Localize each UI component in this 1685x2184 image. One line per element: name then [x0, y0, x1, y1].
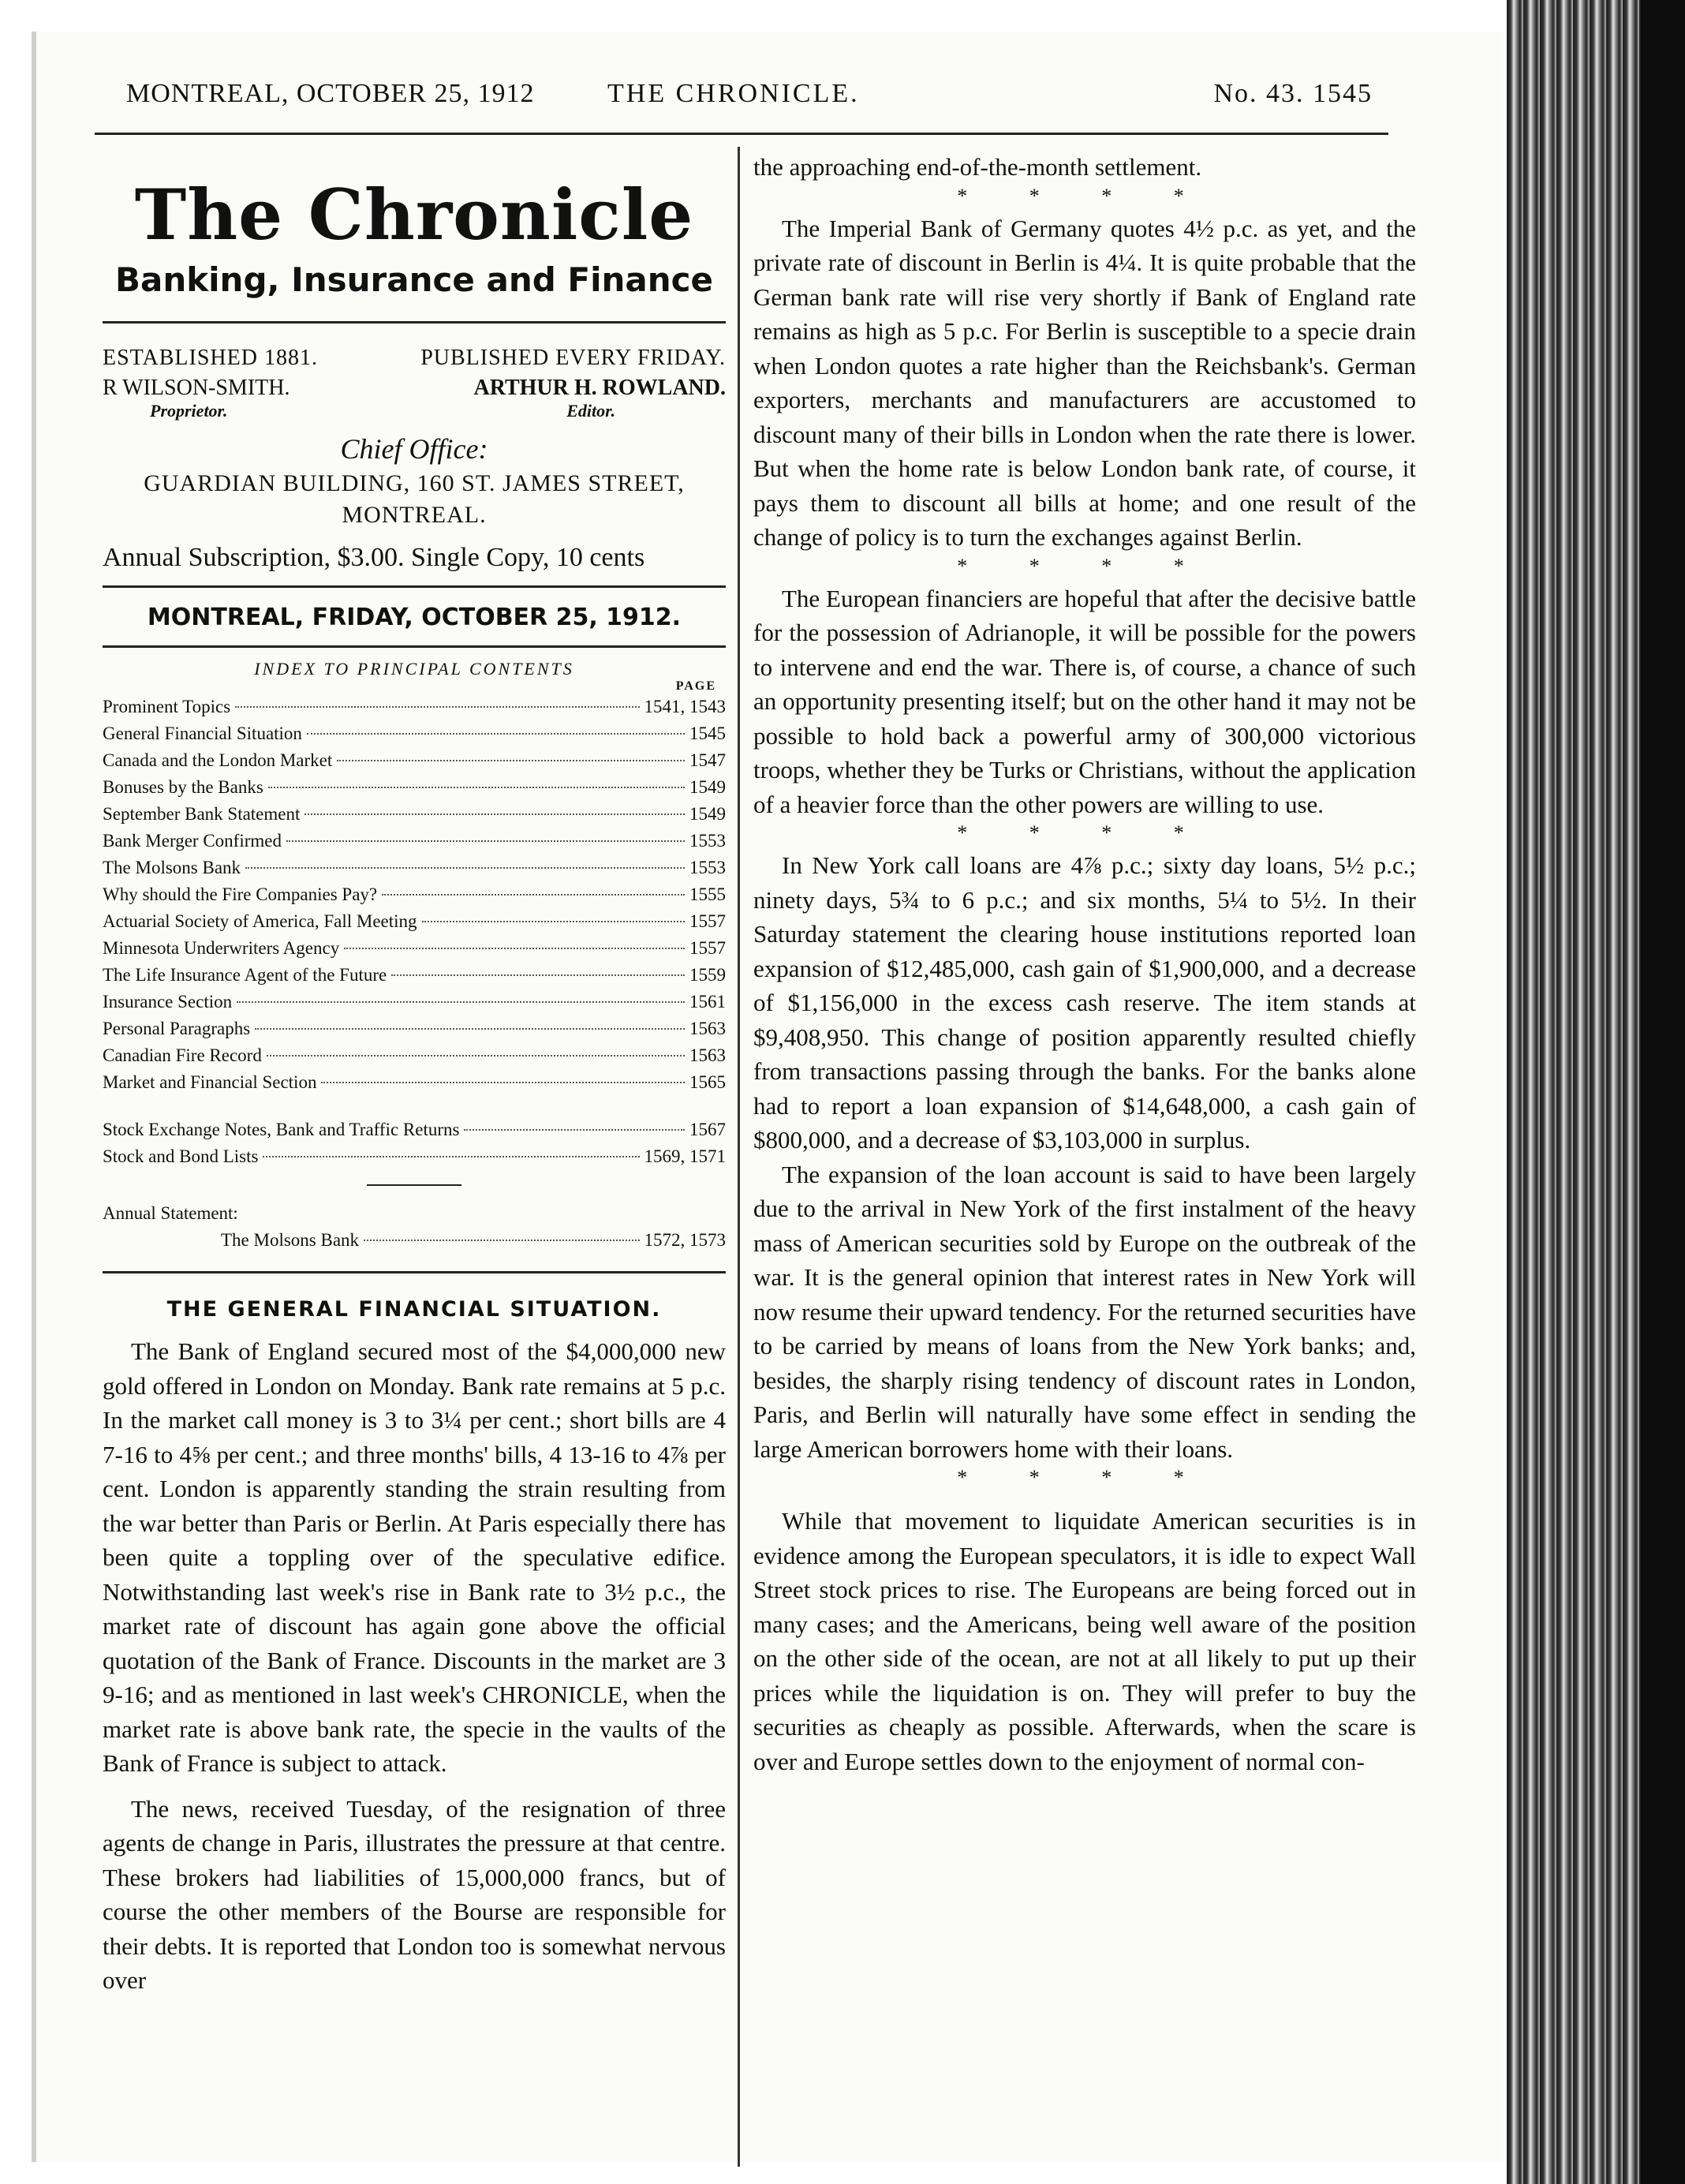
published-label: PUBLISHED EVERY FRIDAY. — [420, 346, 726, 370]
index-entry — [103, 801, 726, 828]
annual-statement-label: Annual Statement: — [103, 1203, 238, 1223]
running-head-page-number: No. 43. 1545 — [1213, 79, 1373, 108]
article-paragraph: The expansion of the loan account is said to have been largely due to the arrival in New York of the first instalment of the heavy mass of American securities sold by Europe on the outbreak of the war. It is the general opinion that interest rates in New York will now resume their upward tendency. For the returned securities have to be carried by means of loans from the New York banks; and, besides, the sharply rising tendency of discount rates in London, Paris, and Berlin will naturally have some effect in sending the large American borrowers home with their loans. — [753, 1160, 1416, 1463]
office-address-line2: MONTREAL. — [342, 502, 487, 528]
index-entry-label: Stock and Bond Lists — [103, 1146, 259, 1166]
article-paragraph: The news, received Tuesday, of the resignation of three agents de change in Paris, illustrates the pressure at that centre. These brokers had liabilities of 15,000,000 francs, but of course the other members of the Bourse are responsible for their debts. It is reported that London too is somewhat nervous over — [103, 1794, 726, 1994]
index-entry-page: 1559 — [689, 965, 726, 985]
index-entry-label: Bonuses by the Banks — [103, 777, 263, 797]
annual-statement-entry — [103, 1227, 726, 1254]
office-label: Chief Office: — [340, 433, 488, 465]
right-column — [753, 150, 1416, 1778]
article-paragraph: While that movement to liquidate American securities is in evidence among the European speculators, it is idle to expect Wall Street stock prices to rise. The Europeans are being forced out in many cases; and the Americans, being well aware of the position on the other side of the ocean, are not at all likely to put up their prices while the liquidation is on. They will prefer to buy the securities as cheaply as possible. Afterwards, when the scare is over and Europe settles down to the enjoyment of normal con- — [753, 1507, 1416, 1775]
index-entry-page: 1549 — [689, 804, 726, 824]
editor-role: Editor. — [566, 401, 615, 421]
index-entry — [103, 747, 726, 774]
masthead-subtitle: Banking, Insurance and Finance — [114, 260, 714, 299]
index-entry-page: 1567 — [689, 1120, 726, 1139]
section-separator-stars: * * * * — [957, 821, 1212, 844]
index-entry-label: Bank Merger Confirmed — [103, 831, 282, 851]
index-entry — [103, 1042, 726, 1069]
index-entry — [103, 962, 726, 989]
index-leader-dots — [263, 1156, 639, 1157]
subscription-rule — [103, 585, 726, 588]
index-entry-label: General Financial Situation — [103, 724, 302, 743]
index-entry-page: 1572, 1573 — [644, 1230, 726, 1250]
index-leader-dots — [344, 948, 685, 949]
index-entry — [103, 989, 726, 1015]
running-head — [95, 79, 1388, 118]
index-entry — [103, 720, 726, 747]
left-column — [103, 150, 726, 1998]
index-entry-label: Stock Exchange Notes, Bank and Traffic Returns — [103, 1120, 460, 1139]
index-leader-dots — [321, 1082, 685, 1083]
article-paragraph: The European financiers are hopeful that after the decisive battle for the possession of Adrianople, it will be possible for the powers to intervene and end the war. There is, of course, a chance of such an opportunity presenting itself; but on the other hand it may not be possible to hold back a powerful army of 300,000 victorious troops, whether they be Turks or Christians, without the application of a heavier force than the other powers are willing to use. — [753, 584, 1416, 818]
index-leader-dots — [307, 733, 685, 735]
section-separator-stars: * * * * — [957, 184, 1212, 208]
index-entry — [103, 935, 726, 962]
masthead-people-row — [103, 376, 726, 421]
masthead-rule — [103, 321, 726, 323]
index-list — [103, 694, 726, 1096]
index-leader-dots — [255, 1028, 685, 1030]
dateline: MONTREAL, FRIDAY, OCTOBER 25, 1912. — [147, 604, 682, 631]
index-entry — [103, 881, 726, 908]
index-entry-page: 1553 — [689, 858, 726, 877]
index-list-secondary — [103, 1116, 726, 1170]
index-entry-label: The Molsons Bank — [221, 1230, 360, 1250]
running-head-date: MONTREAL, OCTOBER 25, 1912 — [126, 79, 535, 108]
index-page-header: PAGE — [675, 679, 716, 693]
index-entry — [103, 828, 726, 855]
index-entry-page: 1563 — [689, 1045, 726, 1065]
article-continuation: the approaching end-of-the-month settlement. — [753, 153, 1202, 181]
index-entry-label: Canadian Fire Record — [103, 1045, 262, 1065]
index-entry — [103, 1143, 726, 1170]
editor-name: ARTHUR H. ROWLAND. — [473, 376, 726, 400]
article-paragraph: The Bank of England secured most of the $4,000,000 new gold offered in London on Monday. Bank rate remains at 5 p.c. In the market call money is 3 to 3¼ per cent.; short bills are 4 7-16 to 4⅝ per cent.; and three months' bills, 4 13-16 to 4⅞ per cent. London is apparently standing the strain resulting from the war better than Paris or Berlin. At Paris especially there has been quite a toppling over of the speculative edifice. Notwithstanding last week's rise in Bank rate to 3½ p.c., the market rate of discount has again gone above the official quotation of the Bank of France. Discounts in the market are 3 9-16; and as mentioned in last week's CHRONICLE, when the market rate is above bank rate, the specie in the vaults of the Bank of France is subject to attack. — [103, 1337, 726, 1777]
scan-shadow — [1641, 0, 1685, 2184]
index-entry — [103, 1116, 726, 1143]
proprietor-block — [103, 376, 371, 421]
index-entry-page: 1561 — [689, 992, 726, 1012]
index-entry — [221, 1227, 726, 1254]
index-leader-dots — [422, 921, 685, 922]
index-leader-dots — [464, 1129, 685, 1131]
proprietor-role: Proprietor. — [150, 401, 228, 421]
established-label: ESTABLISHED 1881. — [103, 346, 318, 370]
index-leader-dots — [391, 974, 685, 976]
index-entry-page: 1553 — [689, 831, 726, 851]
index-leader-dots — [235, 706, 639, 708]
index-entry-label: The Life Insurance Agent of the Future — [103, 965, 387, 985]
running-head-title: THE CHRONICLE. — [607, 79, 860, 108]
index-entry-label: Personal Paragraphs — [103, 1019, 251, 1038]
index-entry-page: 1569, 1571 — [644, 1146, 726, 1166]
index-entry — [103, 908, 726, 935]
index-divider — [367, 1184, 461, 1186]
index-leader-dots — [286, 840, 685, 842]
section-separator-stars: * * * * — [957, 1466, 1212, 1489]
index-entry-page: 1549 — [689, 777, 726, 797]
index-leader-dots — [268, 787, 685, 788]
dateline-rule — [103, 645, 726, 648]
index-entry-label: Minnesota Underwriters Agency — [103, 938, 340, 958]
section-separator-stars: * * * * — [957, 554, 1212, 578]
index-entry-label: September Bank Statement — [103, 804, 301, 824]
index-title: INDEX TO PRINCIPAL CONTENTS — [254, 659, 574, 679]
index-entry-page: 1541, 1543 — [644, 697, 726, 716]
office-address-line1: GUARDIAN BUILDING, 160 ST. JAMES STREET, — [144, 470, 685, 496]
index-entry-label: Why should the Fire Companies Pay? — [103, 884, 378, 904]
index-entry-label: The Molsons Bank — [103, 858, 241, 877]
index-entry-label: Canada and the London Market — [103, 750, 333, 770]
index-entry — [103, 694, 726, 720]
index-entry-page: 1547 — [689, 750, 726, 770]
masthead-title: The Chronicle — [134, 174, 694, 256]
proprietor-name: R WILSON-SMITH. — [103, 376, 290, 400]
index-end-rule — [103, 1271, 726, 1273]
column-divider — [738, 147, 740, 2167]
index-entry-label: Insurance Section — [103, 992, 233, 1012]
index-entry-page: 1555 — [689, 884, 726, 904]
index-entry — [103, 774, 726, 801]
index-entry-page: 1565 — [689, 1072, 726, 1092]
index-entry-page: 1557 — [689, 911, 726, 931]
article-paragraph: The Imperial Bank of Germany quotes 4½ p.c. as yet, and the private rate of discount in Berlin is 4¼. It is quite probable that the German bank rate will rise very shortly if Bank of England rate remains as high as 5 p.c. For Berlin is susceptible to a specie drain when London quotes a rate higher than the Reichsbank's. German exporters, merchants and manufacturers are accustomed to discount many of their bills in London when the rate there is lower. But when the home rate is below London bank rate, of course, it pays them to discount all bills at home; and one result of the change of policy is to turn the exchanges against Berlin. — [753, 214, 1416, 551]
index-entry-page: 1545 — [689, 724, 726, 743]
index-entry-label: Actuarial Society of America, Fall Meeting — [103, 911, 417, 931]
index-leader-dots — [245, 867, 685, 869]
index-leader-dots — [382, 894, 685, 896]
index-leader-dots — [337, 760, 685, 761]
article-title: THE GENERAL FINANCIAL SITUATION. — [166, 1297, 662, 1322]
index-leader-dots — [304, 813, 685, 815]
index-entry-label: Prominent Topics — [103, 697, 231, 716]
index-leader-dots — [237, 1001, 685, 1003]
editor-block — [394, 376, 726, 421]
index-entry — [103, 855, 726, 881]
index-entry-page: 1563 — [689, 1019, 726, 1038]
masthead-info-row — [103, 346, 726, 371]
index-entry-page: 1557 — [689, 938, 726, 958]
index-entry — [103, 1015, 726, 1042]
index-entry-label: Market and Financial Section — [103, 1072, 317, 1092]
index-leader-dots — [267, 1055, 685, 1056]
article-paragraph: In New York call loans are 4⅞ p.c.; sixty day loans, 5½ p.c.; ninety days, 5¾ to 6 p.c.; and six months, 5¼ to 5½. In their Saturday statement the clearing house institutions reported loan expansion of $12,485,000, cash gain of $1,900,000, and a decrease of $1,156,000 in the excess cash reserve. The item stands at $9,408,950. This change of position apparently resulted chiefly from transactions passing through the banks. For the banks alone had to report a loan expansion of $14,648,000, a cash gain of $800,000, and a decrease of $3,103,000 in surplus. — [753, 851, 1416, 1154]
index-leader-dots — [364, 1240, 639, 1241]
subscription-info: Annual Subscription, $3.00. Single Copy, 10 cents — [103, 543, 645, 572]
index-entry — [103, 1069, 726, 1096]
header-rule — [95, 133, 1388, 135]
